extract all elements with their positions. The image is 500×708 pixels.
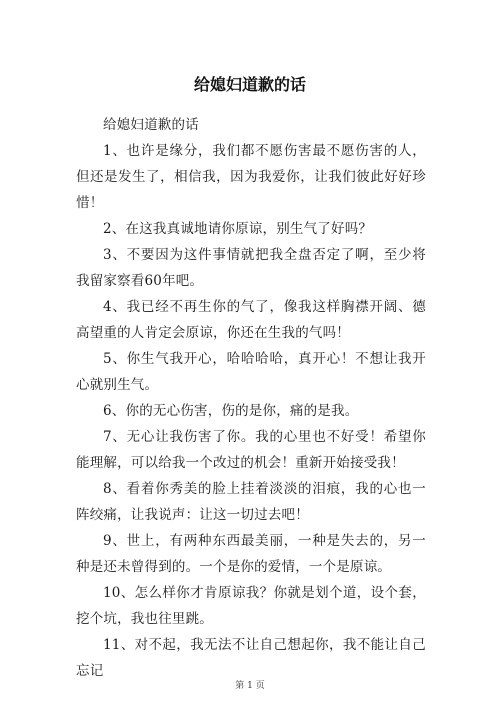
paragraph-1: 1、也许是缘分，我们都不愿伤害最不愿伤害的人，但还是发生了，相信我，因为我爱你，让我们彼此好好珍惜！ — [76, 143, 426, 211]
paragraph-10: 10、怎么样你才肯原谅我？你就是划个道，设个套，挖个坑，我也往里跳。 — [76, 585, 426, 627]
page-title: 给媳妇道歉的话 — [193, 75, 306, 94]
paragraph-subtitle: 给媳妇道歉的话 — [103, 117, 199, 133]
paragraph-11: 11、对不起，我无法不让自己想起你，我不能让自己忘记 — [76, 637, 426, 679]
paragraph-7: 7、无心让我伤害了你。我的心里也不好受！希望你能理解，可以给我一个改过的机会！重新开始接受我！ — [76, 429, 426, 471]
paragraph-9: 9、世上，有两种东西最美丽，一种是失去的，另一种是还未曾得到的。一个是你的爱情，一个是原谅。 — [76, 533, 426, 575]
paragraph-8: 8、看着你秀美的脸上挂着淡淡的泪痕，我的心也一阵绞痛，让我说声：让这一切过去吧！ — [76, 481, 426, 523]
page-number: 第 1 页 — [235, 681, 265, 691]
paragraph-2: 2、在这我真诚地请你原谅，别生气了好吗？ — [103, 221, 373, 237]
paragraph-4: 4、我已经不再生你的气了，像我这样胸襟开阔、德高望重的人肯定会原谅，你还在生我的气吗！ — [76, 299, 426, 341]
paragraph-5: 5、你生气我开心，哈哈哈哈，真开心！不想让我开心就别生气。 — [76, 351, 426, 393]
paragraph-6: 6、你的无心伤害，伤的是你，痛的是我。 — [103, 403, 359, 419]
document-body — [76, 112, 426, 684]
paragraph-3: 3、不要因为这件事情就把我全盘否定了啊，至少将我留家察看60年吧。 — [76, 247, 426, 289]
